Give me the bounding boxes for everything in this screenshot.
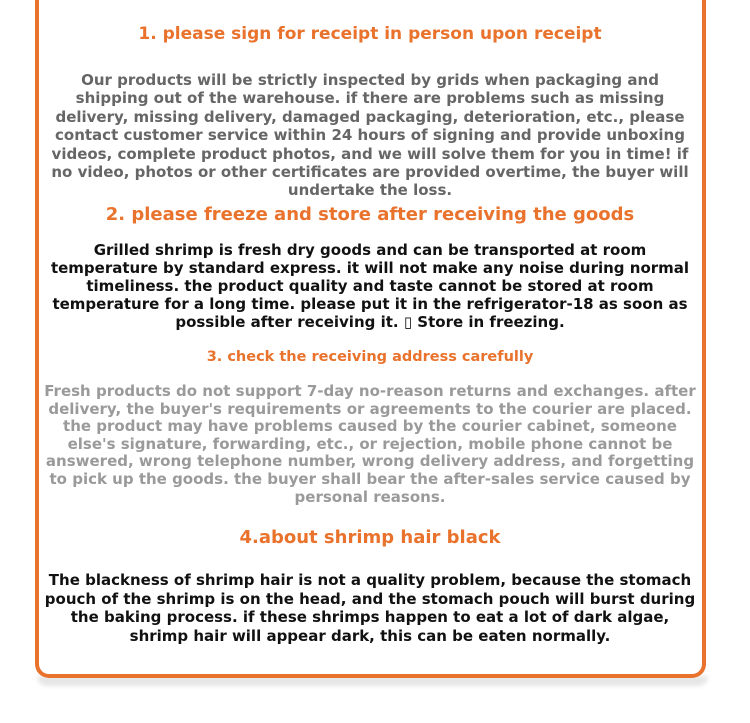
section-1-body: Our products will be strictly inspected by grids when packaging and shipping out of the warehouse. if there are problems such as missing delivery, missing delivery, damaged packaging, deterioration, etc., please contact customer service within 24 hours of signing and provide unboxing videos, complete product photos, and we will solve them for you in time! if no video, photos or other certificates are provided overtime, the buyer will undertake the loss. <box>51 71 689 200</box>
section-2-heading: 2. please freeze and store after receiving the goods <box>105 204 635 225</box>
section-4-body: The blackness of shrimp hair is not a quality problem, because the stomach pouch of the shrimp is on the head, and the stomach pouch will burst during the baking process. if these shrimps happen to eat a lot of dark algae, shrimp hair will appear dark, this can be eaten normally. <box>44 571 696 645</box>
section-1-heading: 1. please sign for receipt in person upon receipt <box>138 24 602 44</box>
section-2-body: Grilled shrimp is fresh dry goods and can be transported at room temperature by standard express. it will not make any noise during normal timeliness. the product quality and taste cannot be stored at room temperature for a long time. please put it in the refrigerator-18 as soon as possible after receiving it. ▯ Store in freezing. <box>50 241 690 331</box>
section-3-body: Fresh products do not support 7-day no-reason returns and exchanges. after delivery, the buyer's requirements or agreements to the courier are placed. the product may have problems caused by the courier cabinet, someone else's signature, forwarding, etc., or rejection, mobile phone cannot be answered, wrong telephone number, wrong delivery address, and forgetting to pick up the goods. the buyer shall bear the after-sales service caused by personal reasons. <box>44 382 696 506</box>
section-4-heading: 4.about shrimp hair black <box>239 527 501 548</box>
section-3-heading: 3. check the receiving address carefully <box>206 349 534 365</box>
